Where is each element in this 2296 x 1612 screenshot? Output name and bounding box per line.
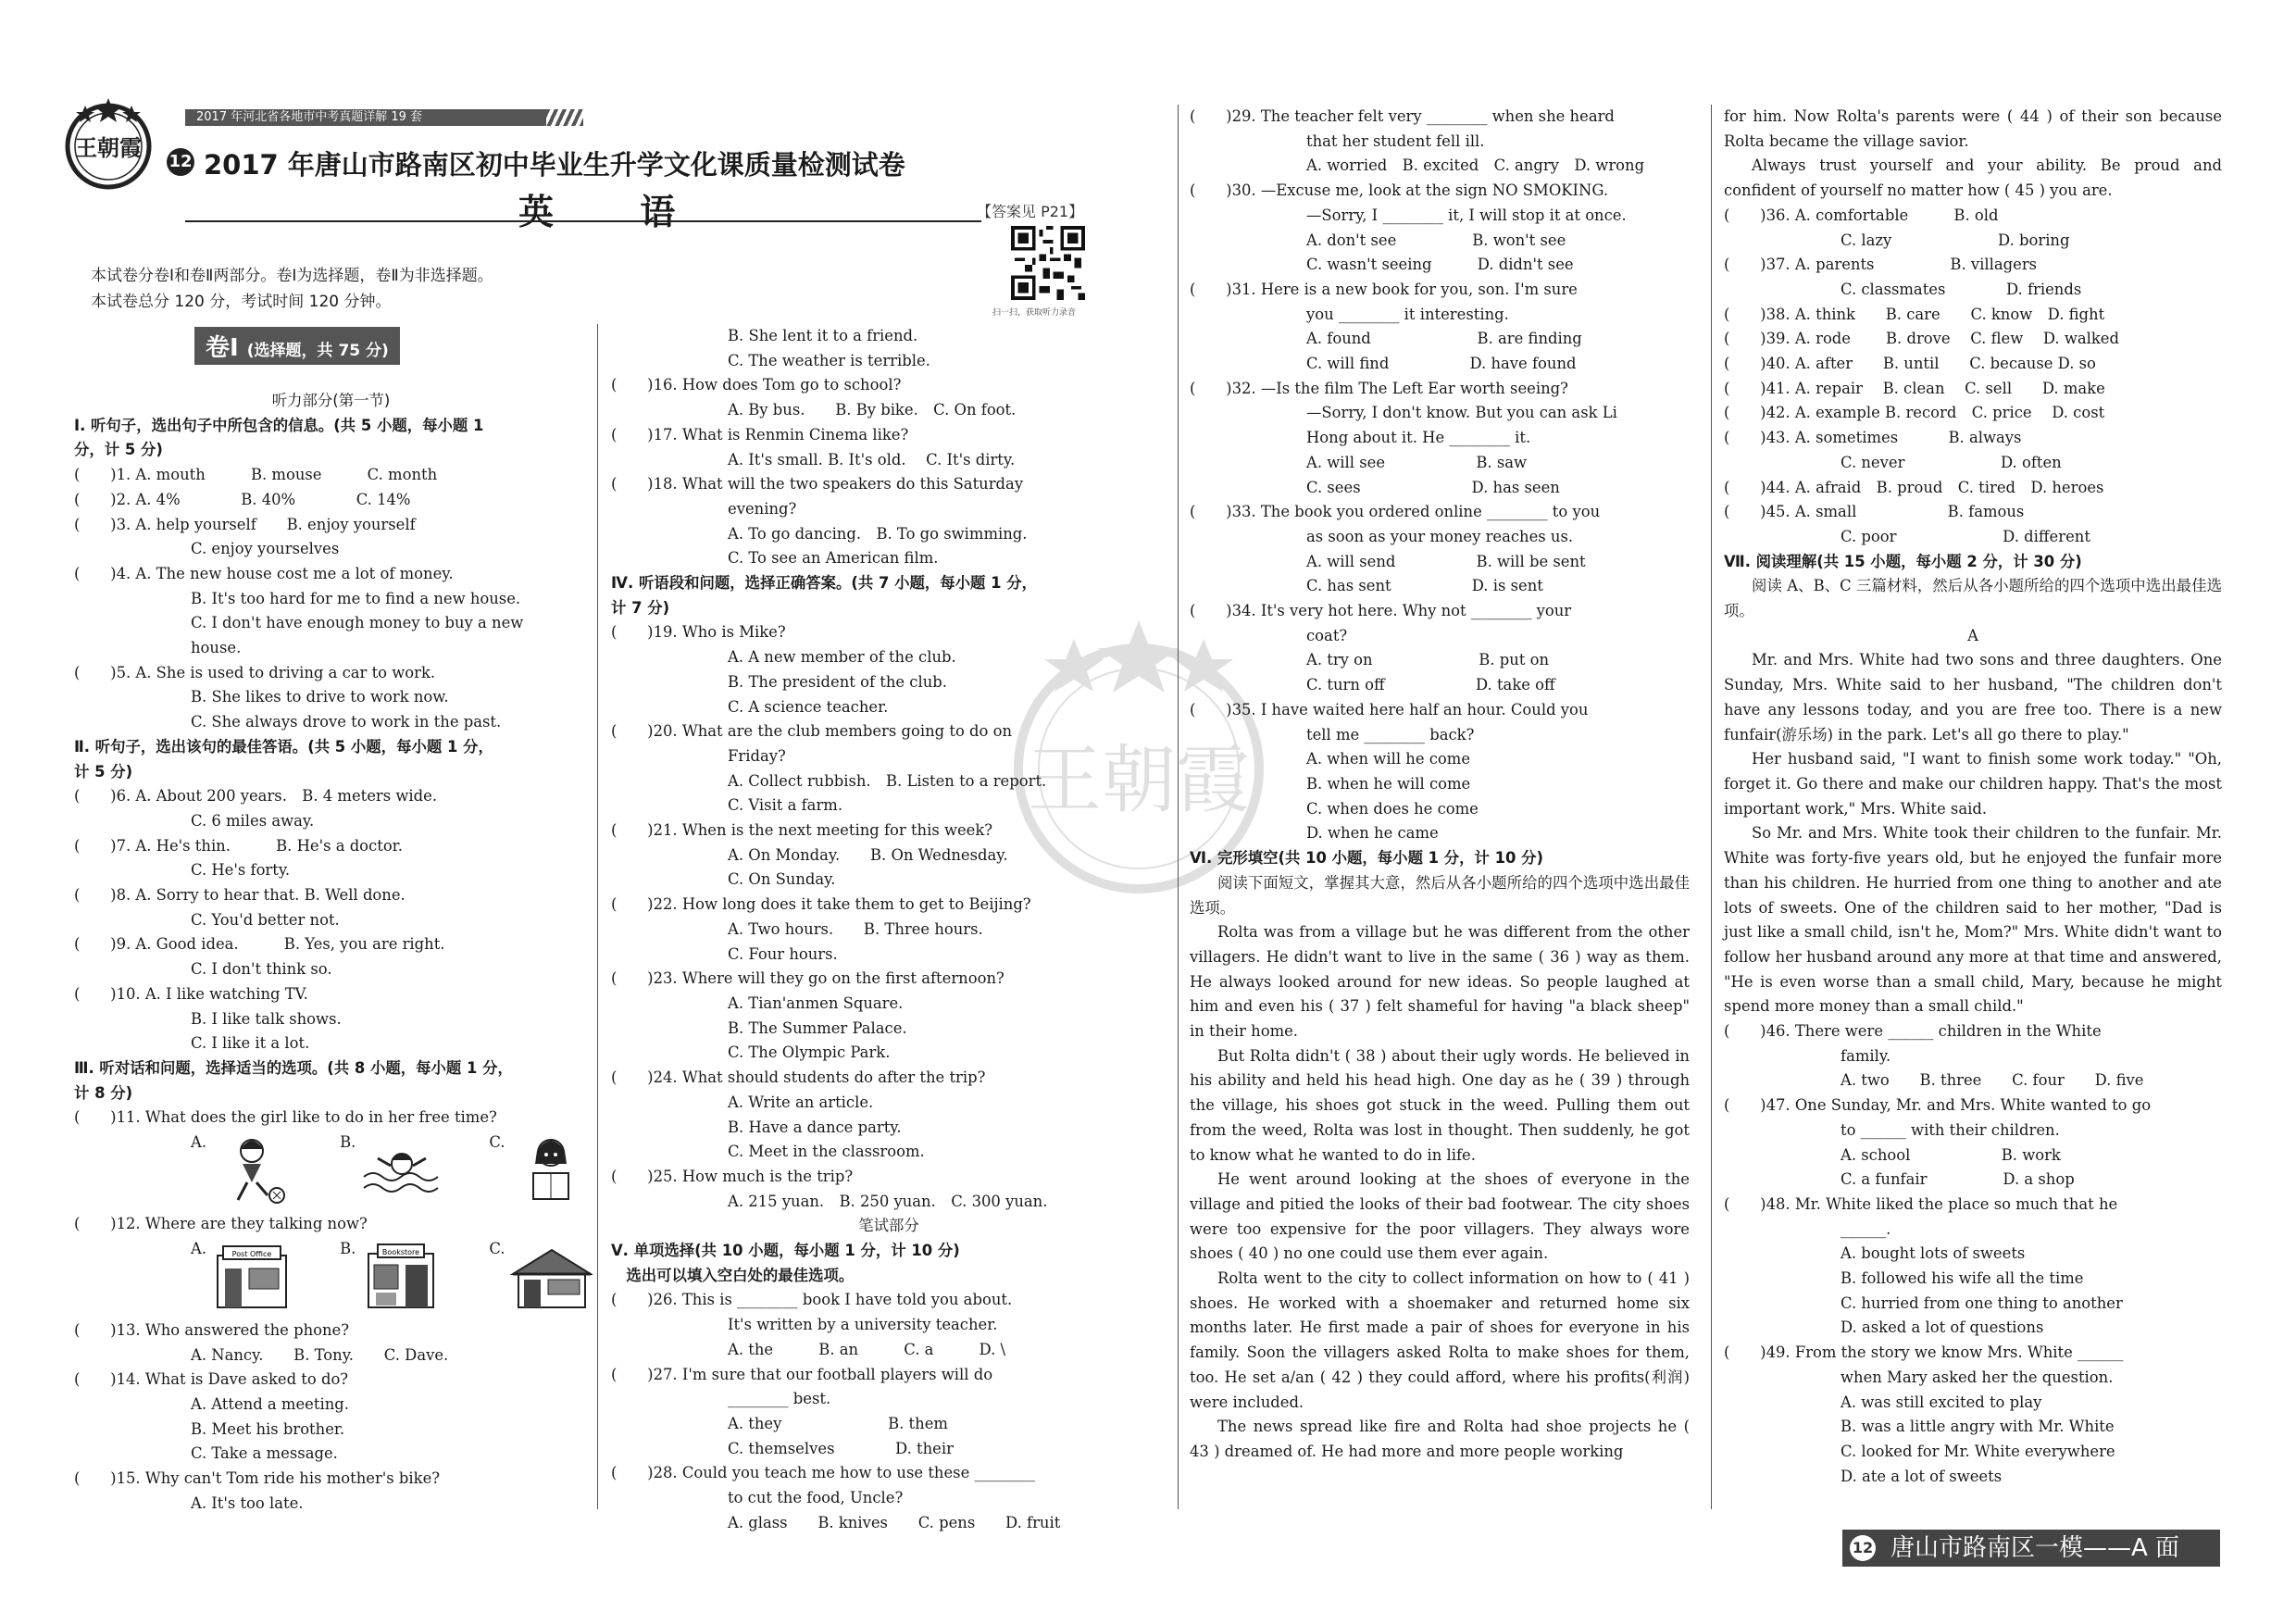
question-item[interactable]: ( )24. What should students do after the trip? (611, 1068, 986, 1087)
question-item[interactable]: ( )12. Where are they talking now? (74, 1215, 368, 1233)
column-3 (1190, 105, 1690, 1465)
question-item[interactable]: ( )41. A. repair B. clean C. sell D. make (1724, 379, 2105, 397)
section-heading: 听力部分(第一节) (271, 392, 391, 409)
answer-options[interactable]: A. Nancy. B. Tony. C. Dave. (191, 1345, 449, 1364)
question-item[interactable]: ( )21. When is the next meeting for this week? (611, 821, 993, 840)
answer-options[interactable]: A. Tian'anmen Square. (728, 993, 904, 1012)
question-item[interactable]: ( )15. Why can't Tom ride his mother's bike? (74, 1469, 441, 1488)
answer-options[interactable]: C. I like it a lot. (191, 1034, 310, 1053)
answer-options[interactable]: tell me ________ back? (1306, 725, 1475, 744)
answer-options[interactable]: B. Meet his brother. (191, 1419, 345, 1438)
answer-options[interactable]: C. enjoy yourselves (191, 540, 340, 558)
question-item[interactable]: ( )22. How long does it take them to get to Beijing? (611, 895, 1031, 914)
answer-options[interactable]: C. I don't have enough money to buy a new (191, 614, 524, 632)
answer-options[interactable]: C. To see an American film. (728, 549, 939, 568)
svg-text:王朝霞: 王朝霞 (75, 134, 142, 161)
answer-options[interactable]: C. The Olympic Park. (728, 1043, 891, 1062)
answer-options[interactable]: A. found B. are finding (1306, 330, 1582, 348)
answer-options[interactable]: B. when he will come (1306, 774, 1471, 793)
answer-options[interactable]: C. The weather is terrible. (728, 351, 930, 369)
volume-label-note: (选择题，共 75 分) (246, 342, 389, 360)
question-item[interactable]: ( )3. A. help yourself B. enjoy yourself (74, 515, 416, 533)
qr-code-icon[interactable] (1011, 226, 1085, 300)
picture-options (74, 1237, 588, 1318)
question-item[interactable]: ( )48. Mr. White liked the place so much that he (1724, 1194, 2118, 1213)
answer-options[interactable]: B. I like talk shows. (191, 1009, 342, 1028)
option-letter: C. (489, 1133, 505, 1152)
answer-options[interactable]: A. A new member of the club. (728, 648, 956, 667)
answer-options[interactable]: B. She lent it to a friend. (728, 327, 918, 344)
answer-options[interactable]: C. poor D. different (1841, 527, 2090, 545)
passage-paragraph: The news spread like fire and Rolta had shoe projects he ( 43 ) dreamed of. He had more and more people working (1190, 1418, 1690, 1460)
answer-options[interactable]: It's written by a university teacher. (728, 1316, 998, 1334)
exam-number-badge: 12 (167, 148, 194, 176)
answer-options[interactable]: A. was still excited to play (1841, 1393, 2042, 1411)
question-item[interactable]: ( )32. —Is the film The Left Ear worth seeing? (1190, 379, 1568, 397)
question-item[interactable]: ( )28. Could you teach me how to use these ________ (611, 1464, 1036, 1482)
column-2 (611, 324, 1167, 1535)
answer-options[interactable]: C. You'd better not. (191, 910, 340, 929)
picture-option[interactable] (340, 1237, 443, 1311)
svg-text:王朝霞: 王朝霞 (1028, 737, 1250, 823)
answer-options[interactable]: C. 6 miles away. (191, 811, 315, 830)
answer-options[interactable]: C. Visit a farm. (728, 796, 843, 815)
question-item[interactable]: ( )19. Who is Mike? (611, 623, 786, 642)
answer-options[interactable]: C. themselves D. their (728, 1439, 954, 1457)
volume-label-text: 卷Ⅰ (206, 334, 239, 362)
publisher-logo-icon (57, 93, 159, 194)
answer-options[interactable]: —Sorry, I don't know. But you can ask Li (1306, 404, 1617, 422)
passage-paragraph: Mr. and Mrs. White had two sons and three daughters. One Sunday, Mrs. White said to her husband, "The children don't have any lessons today, and you are free too. There is a new funfair(游乐场) in the park. Let's all go there to play." (1724, 651, 2222, 744)
passage-paragraph: Rolta was from a village but he was different from the other villagers. He didn't want to live in the same ( 36 ) way as them. He always looked around for new ideas. So people laughed at him and even his ( 37 ) felt shameful for having "a black sheep" in their home. (1190, 923, 1690, 1041)
section-instruction: Ⅳ. 听语段和问题，选择正确答案。(共 7 小题，每小题 1 分， (611, 574, 1038, 593)
footer-number-badge: 12 (1850, 1535, 1876, 1561)
question-item[interactable]: ( )9. A. Good idea. B. Yes, you are right. (74, 935, 445, 954)
passage-paragraph: Her husband said, "I want to finish some work today." "Oh, forget it. Go there and make our children happy. That's the most important work," Mrs. White said. (1724, 750, 2222, 818)
answer-options[interactable]: house. (191, 639, 242, 657)
answer-options[interactable]: A. don't see B. won't see (1306, 231, 1566, 249)
instruction-line: 本试卷分卷Ⅰ和卷Ⅱ两部分。卷Ⅰ为选择题，卷Ⅱ为非选择题。 (91, 267, 493, 285)
question-item[interactable]: ( )49. From the story we know Mrs. White ______ (1724, 1343, 2124, 1362)
question-item[interactable]: ( )27. I'm sure that our football players will do (611, 1365, 993, 1383)
answer-options[interactable]: C. when does he come (1306, 799, 1479, 818)
answer-options[interactable]: B. followed his wife all the time (1841, 1269, 2084, 1288)
section-instruction: 计 8 分) (74, 1083, 133, 1102)
picture-option[interactable] (191, 1131, 293, 1205)
question-item[interactable]: ( )36. A. comfortable B. old (1724, 206, 1999, 224)
answer-options[interactable]: C. He's forty. (191, 861, 291, 880)
answer-options[interactable]: A. It's too late. (191, 1493, 304, 1512)
question-item[interactable]: ( )18. What will the two speakers do this Saturday (611, 475, 1024, 494)
girl-football-picture (210, 1131, 293, 1205)
answer-options[interactable]: —Sorry, I ________ it, I will stop it at once. (1306, 206, 1627, 224)
answer-options[interactable]: to ______ with their children. (1841, 1120, 2060, 1139)
page-footer-tag: 唐山市路南区一模——A 面 (1842, 1530, 2220, 1567)
question-item[interactable]: ( )39. A. rode B. drove C. flew D. walked (1724, 330, 2119, 348)
answer-options[interactable]: A. they B. them (728, 1414, 948, 1432)
option-letter: A. (191, 1239, 207, 1257)
column-divider (1178, 105, 1179, 1509)
section-instruction: 计 7 分) (611, 598, 670, 617)
qr-caption: 扫一扫，获取听力录音 (992, 308, 1077, 318)
question-item[interactable]: ( )30. —Excuse me, look at the sign NO SMOKING. (1190, 181, 1609, 200)
answer-reference: 【答案见 P21】 (977, 203, 1084, 220)
answer-options[interactable]: C. has sent D. is sent (1306, 577, 1543, 595)
question-item[interactable]: ( )29. The teacher felt very ________ when she heard (1190, 107, 1615, 125)
answer-options[interactable]: A. By bus. B. By bike. C. On foot. (728, 401, 1017, 419)
question-item[interactable]: ( )1. A. mouth B. mouse C. month (74, 466, 438, 484)
answer-options[interactable]: C. On Sunday. (728, 870, 836, 889)
passage-paragraph: So Mr. and Mrs. White took their children to the funfair. Mr. White was forty-five years old, but he enjoyed the funfair more than his children. He hurried from one thing to another and ate lots of sweets. One of the children said to her mother, "Dad is just like a small child, isn't he, Mom?" Mrs. White didn't want to follow her husband around any more at that time and answered, "He is even worse than a small child, Mary, because he might spend more money than a small child." (1724, 824, 2222, 1016)
question-item[interactable]: ( )23. Where will they go on the first afternoon? (611, 969, 1004, 988)
svg-text:Post Office: Post Office (231, 1249, 272, 1258)
answer-options[interactable]: A. will send B. will be sent (1306, 552, 1586, 570)
picture-option[interactable] (340, 1131, 443, 1205)
post-office-picture (210, 1237, 293, 1311)
volume-one-label (194, 327, 400, 365)
answer-options[interactable]: C. never D. often (1841, 453, 2062, 471)
answer-options[interactable]: coat? (1306, 626, 1348, 644)
girl-reading-picture (509, 1131, 593, 1205)
question-item[interactable]: ( )11. What does the girl like to do in her free time? (74, 1108, 497, 1127)
question-item[interactable]: ( )4. A. The new house cost me a lot of money. (74, 564, 454, 582)
section-instruction: 选出可以填入空白处的最佳选项。 (611, 1266, 855, 1284)
passage-label: A (1967, 626, 1978, 644)
answer-options[interactable]: C. A science teacher. (728, 697, 889, 716)
answer-options[interactable]: D. when he came (1306, 824, 1439, 843)
column-divider (1711, 105, 1712, 1509)
answer-options[interactable]: ________ best. (728, 1390, 831, 1408)
answer-options[interactable]: C. I don't think so. (191, 960, 332, 979)
question-item[interactable]: ( )6. A. About 200 years. B. 4 meters wide. (74, 787, 438, 806)
answer-options[interactable]: A. glass B. knives C. pens D. fruit (728, 1513, 1061, 1531)
section-instruction: Ⅰ. 听句子，选出句子中所包含的信息。(共 5 小题，每小题 1 (74, 416, 484, 434)
question-item[interactable]: ( )26. This is ________ book I have told you about. (611, 1291, 1013, 1309)
answer-options[interactable]: A. Attend a meeting. (191, 1394, 349, 1413)
section-instruction: Ⅵ. 完形填空(共 10 小题，每小题 1 分，计 10 分) (1190, 849, 1544, 868)
section-instruction: Ⅴ. 单项选择(共 10 小题，每小题 1 分，计 10 分) (611, 1242, 960, 1260)
question-item[interactable]: ( )10. A. I like watching TV. (74, 984, 308, 1003)
passage-paragraph: 阅读下面短文，掌握其大意，然后从各小题所给的四个选项中选出最佳选项。 (1190, 873, 1690, 917)
answer-options[interactable]: C. wasn't seeing D. didn't see (1306, 256, 1574, 274)
column-1 (74, 389, 588, 1516)
restaurant-picture (509, 1237, 593, 1311)
answer-options[interactable]: A. when will he come (1306, 750, 1471, 769)
question-item[interactable]: ( )43. A. sometimes B. always (1724, 429, 2022, 447)
passage-paragraph: for him. Now Rolta's parents were ( 44 ) of their son because Rolta became the village savior. (1724, 107, 2222, 150)
answer-options[interactable]: A. bought lots of sweets (1841, 1244, 2026, 1263)
answer-options[interactable]: as soon as your money reaches us. (1306, 527, 1574, 545)
answer-options[interactable]: B. The Summer Palace. (728, 1018, 907, 1037)
answer-options[interactable]: C. lazy D. boring (1841, 231, 2070, 249)
answer-options[interactable]: B. It's too hard for me to find a new house. (191, 589, 521, 607)
section-instruction: 计 5 分) (74, 762, 133, 781)
passage-paragraph: He went around looking at the shoes of everyone in the village and pitied the looks of their bad footwear. The city shoes were too expensive for the poor villagers. They always wore shoes ( 40 ) no one could use them ever again. (1190, 1170, 1690, 1263)
answer-options[interactable]: C. classmates D. friends (1841, 280, 2082, 298)
answer-options[interactable]: A. Collect rubbish. B. Listen to a report. (728, 771, 1047, 790)
question-item[interactable]: ( )31. Here is a new book for you, son. I'm sure (1190, 280, 1578, 298)
question-item[interactable]: ( )38. A. think B. care C. know D. fight (1724, 305, 2105, 323)
answer-options[interactable]: D. ate a lot of sweets (1841, 1467, 2003, 1485)
picture-option[interactable] (489, 1131, 592, 1205)
option-letter: B. (340, 1133, 356, 1152)
passage-paragraph: But Rolta didn't ( 38 ) about their ugly words. He believed in his ability and held his head high. One day as he ( 39 ) through the village, his shoes got stuck in the weed. Pulling them out from the weed, Rolta was lost in thought. Then suddenly, he got to know what he wanted to do in life. (1190, 1046, 1690, 1164)
answer-options[interactable]: A. will see B. saw (1306, 453, 1528, 471)
question-item[interactable]: ( )2. A. 4% B. 40% C. 14% (74, 490, 411, 508)
question-item[interactable]: ( )46. There were ______ children in the White (1724, 1022, 2102, 1041)
exam-instructions (91, 263, 493, 315)
section-instruction: Ⅶ. 阅读理解(共 15 小题，每小题 2 分，计 30 分) (1724, 552, 2082, 570)
section-instruction: Ⅱ. 听句子，选出该句的最佳答语。(共 5 小题，每小题 1 分， (74, 737, 493, 756)
question-item[interactable]: ( )37. A. parents B. villagers (1724, 256, 2038, 274)
answer-options[interactable]: A. Write an article. (728, 1093, 874, 1111)
question-item[interactable]: ( )5. A. She is used to driving a car to work. (74, 663, 436, 681)
answer-options[interactable]: C. will find D. have found (1306, 355, 1577, 373)
answer-options[interactable]: A. the B. an C. a D. \ (728, 1340, 1006, 1358)
section-instruction: Ⅲ. 听对话和问题，选择适当的选项。(共 8 小题，每小题 1 分， (74, 1058, 513, 1077)
option-letter: C. (489, 1239, 505, 1257)
answer-options[interactable]: A. It's small. B. It's old. C. It's dirty. (728, 450, 1016, 469)
answer-options[interactable]: C. Meet in the classroom. (728, 1143, 925, 1161)
option-letter: A. (191, 1133, 207, 1152)
subject-title: 英 语 (518, 192, 713, 232)
answer-options[interactable]: A. worried B. excited C. angry D. wrong (1306, 156, 1645, 175)
question-item[interactable]: ( )33. The book you ordered online ________ to you (1190, 503, 1601, 521)
passage-paragraph: Always trust yourself and your ability. Be proud and confident of yourself no matter how ( 45 ) you are. (1724, 156, 2222, 200)
question-item[interactable]: ( )13. Who answered the phone? (74, 1320, 350, 1339)
option-letter: B. (340, 1239, 356, 1257)
series-banner: 2017 年河北省各地市中考真题详解 19 套 (185, 109, 546, 126)
question-item[interactable]: ( )34. It's very hot here. Why not ________ your (1190, 602, 1572, 620)
question-item[interactable]: ( )45. A. small B. famous (1724, 503, 2025, 521)
answer-options[interactable]: C. Four hours. (728, 944, 838, 963)
answer-options[interactable]: B. Have a dance party. (728, 1118, 902, 1136)
column-divider (597, 324, 598, 1509)
answer-options[interactable]: family. (1841, 1046, 1891, 1065)
answer-options[interactable]: A. two B. three C. four D. five (1841, 1071, 2144, 1090)
answer-options[interactable]: to cut the food, Uncle? (728, 1489, 904, 1507)
passage-paragraph: Rolta went to the city to collect information on how to ( 41 ) shoes. He worked with a shoemaker and returned home six months later. He first made a pair of shoes for everyone in his family. Soon the villagers asked Rolta to make shoes for them, too. He set a/an ( 42 ) they could afford, where his profits(利润) were included. (1190, 1269, 1690, 1411)
answer-options[interactable]: B. The president of the club. (728, 672, 947, 691)
answer-options[interactable]: A. Two hours. B. Three hours. (728, 919, 983, 938)
column-4 (1724, 105, 2222, 1489)
picture-option[interactable] (489, 1237, 592, 1311)
answer-options[interactable]: B. was a little angry with Mr. White (1841, 1418, 2115, 1436)
answer-options[interactable]: ______. (1841, 1219, 1891, 1238)
answer-options[interactable]: A. 215 yuan. B. 250 yuan. C. 300 yuan. (728, 1192, 1048, 1210)
section-heading: 笔试部分 (858, 1217, 919, 1235)
section-instruction: 分，计 5 分) (74, 441, 163, 459)
answer-options[interactable]: Friday? (728, 746, 786, 765)
answer-options[interactable]: when Mary asked her the question. (1841, 1368, 2114, 1386)
question-item[interactable]: ( )8. A. Sorry to hear that. B. Well done. (74, 886, 406, 905)
answer-options[interactable]: C. turn off D. take off (1306, 676, 1555, 694)
girl-swimming-picture (359, 1131, 443, 1205)
question-item[interactable]: ( )25. How much is the trip? (611, 1167, 854, 1185)
answer-options[interactable]: that her student fell ill. (1306, 131, 1485, 150)
answer-options[interactable]: C. Take a message. (191, 1444, 338, 1463)
question-item[interactable]: ( )16. How does Tom go to school? (611, 376, 902, 394)
answer-options[interactable]: C. looked for Mr. White everywhere (1841, 1442, 2115, 1460)
banner-stripes (546, 109, 583, 126)
question-item[interactable]: ( )14. What is Dave asked to do? (74, 1370, 349, 1389)
answer-options[interactable]: C. a funfair D. a shop (1841, 1170, 2075, 1189)
bookstore-picture (359, 1237, 443, 1311)
answer-options[interactable]: Hong about it. He ________ it. (1306, 429, 1531, 447)
question-item[interactable]: ( )40. A. after B. until C. because D. so (1724, 355, 2096, 373)
exam-title: 2017 年唐山市路南区初中毕业生升学文化课质量检测试卷 (204, 149, 905, 181)
answer-options[interactable]: A. try on B. put on (1306, 651, 1550, 669)
answer-options[interactable]: C. hurried from one thing to another (1841, 1293, 2123, 1312)
picture-option[interactable] (191, 1237, 293, 1311)
picture-options (74, 1131, 588, 1212)
question-item[interactable]: ( )20. What are the club members going to do on (611, 722, 1013, 741)
svg-text:Bookstore: Bookstore (382, 1247, 420, 1256)
answer-options[interactable]: evening? (728, 499, 797, 518)
answer-options[interactable]: A. school B. work (1841, 1145, 2061, 1164)
answer-options[interactable]: D. asked a lot of questions (1841, 1318, 2044, 1337)
question-item[interactable]: ( )17. What is Renmin Cinema like? (611, 425, 909, 444)
answer-options[interactable]: C. sees D. has seen (1306, 478, 1560, 496)
answer-options[interactable]: B. She likes to drive to work now. (191, 688, 449, 706)
answer-options[interactable]: A. On Monday. B. On Wednesday. (728, 845, 1008, 864)
title-underline (185, 220, 981, 222)
instruction-line: 本试卷总分 120 分，考试时间 120 分钟。 (91, 293, 392, 311)
answer-options[interactable]: A. To go dancing. B. To go swimming. (728, 524, 1028, 543)
passage-paragraph: 阅读 A、B、C 三篇材料，然后从各小题所给的四个选项中选出最佳选项。 (1724, 577, 2222, 620)
question-item[interactable]: ( )47. One Sunday, Mr. and Mrs. White wanted to go (1724, 1096, 2152, 1115)
question-item[interactable]: ( )7. A. He's thin. B. He's a doctor. (74, 836, 403, 855)
question-item[interactable]: ( )35. I have waited here half an hour. Could you (1190, 700, 1589, 719)
answer-options[interactable]: you ________ it interesting. (1306, 305, 1509, 323)
answer-options[interactable]: C. She always drove to work in the past. (191, 713, 502, 731)
question-item[interactable]: ( )42. A. example B. record C. price D. cost (1724, 404, 2105, 422)
question-item[interactable]: ( )44. A. afraid B. proud C. tired D. heroes (1724, 478, 2104, 496)
